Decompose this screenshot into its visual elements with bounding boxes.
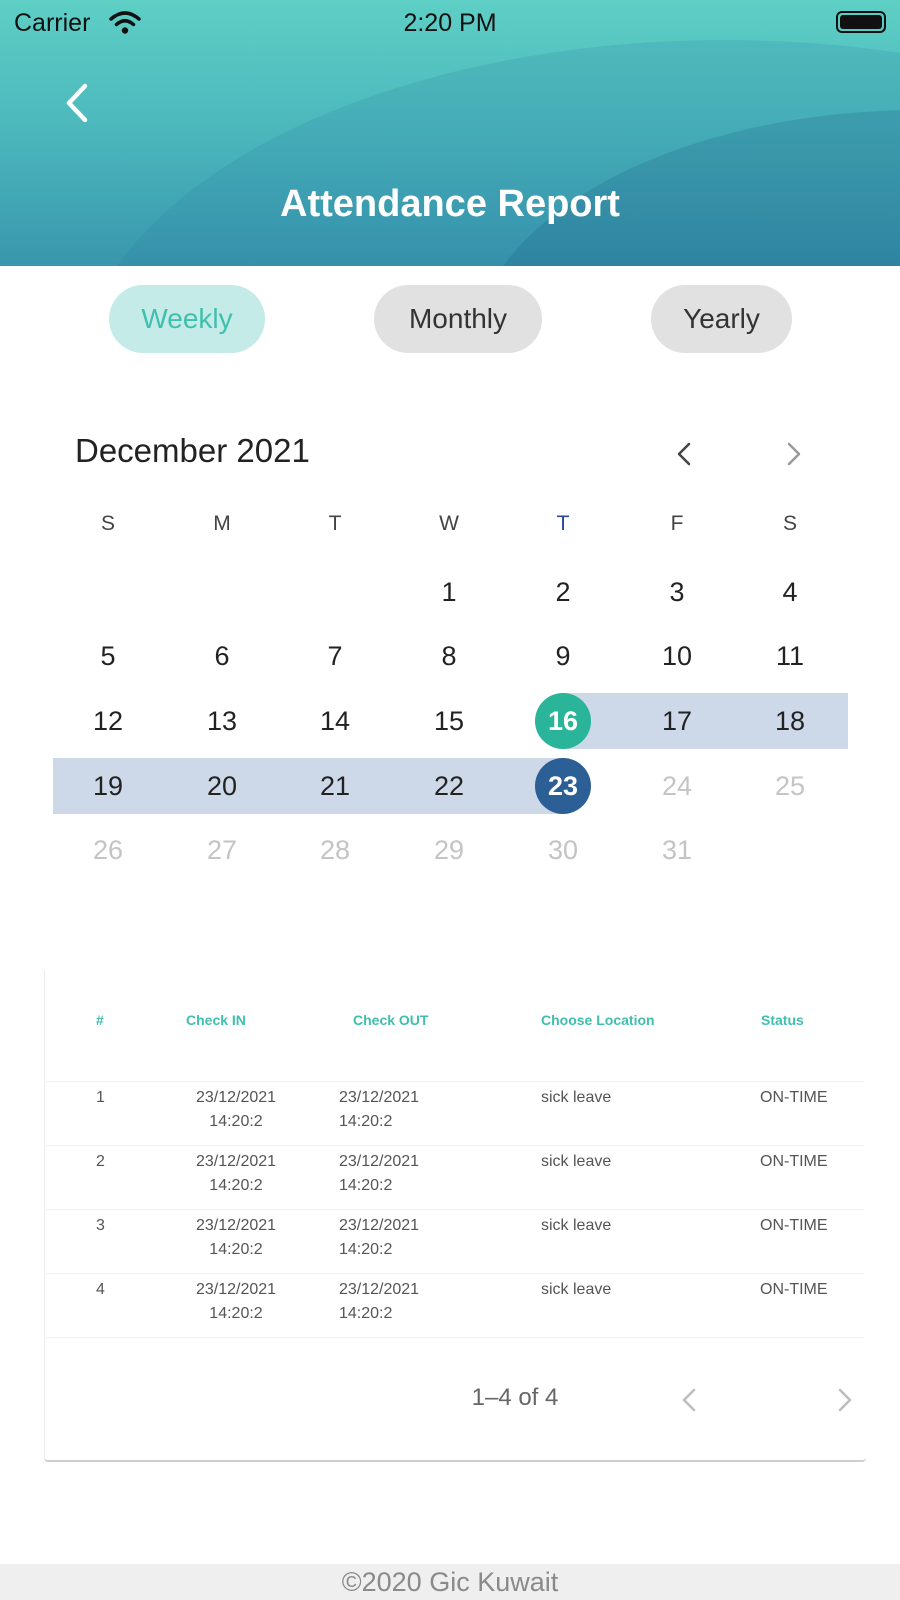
weekday-label: F — [670, 512, 684, 535]
table-cell-check-in: 23/12/2021 14:20:2 — [195, 1089, 277, 1130]
calendar-day[interactable]: 25 — [774, 771, 806, 801]
pagination-label: 1–4 of 4 — [471, 1384, 559, 1411]
weekday-label: T — [328, 512, 342, 535]
table-cell-check-out: 23/12/2021 14:20:2 — [339, 1153, 420, 1194]
calendar-day[interactable]: 29 — [433, 835, 465, 865]
weekday-label: T — [556, 512, 570, 535]
tab-weekly[interactable]: Weekly — [109, 285, 265, 353]
pagination-prev-button[interactable] — [672, 1382, 708, 1418]
calendar-day[interactable]: 1 — [441, 577, 457, 607]
table-header-check-out: Check OUT — [353, 1012, 429, 1028]
carrier-label: Carrier — [14, 9, 91, 37]
calendar-day[interactable]: 24 — [661, 771, 693, 801]
table-cell-status: ON-TIME — [760, 1281, 828, 1298]
weekday-label: S — [100, 512, 115, 535]
calendar-day[interactable]: 11 — [775, 641, 805, 671]
table-cell-status: ON-TIME — [760, 1153, 828, 1170]
calendar-day[interactable]: 26 — [92, 835, 124, 865]
calendar-day[interactable]: 12 — [92, 706, 124, 736]
back-button[interactable] — [55, 80, 101, 126]
table-header-check-in: Check IN — [186, 1012, 246, 1028]
calendar-day[interactable]: 7 — [327, 641, 343, 671]
calendar-day[interactable]: 5 — [100, 641, 116, 671]
table-cell-status: ON-TIME — [760, 1089, 828, 1106]
calendar-day[interactable]: 6 — [214, 641, 230, 671]
table-header-number: # — [96, 1012, 104, 1028]
calendar-day[interactable]: 9 — [555, 641, 571, 671]
calendar-day[interactable]: 17 — [661, 706, 693, 736]
table-divider — [46, 1081, 864, 1082]
calendar-day[interactable]: 14 — [319, 706, 351, 736]
calendar-day[interactable]: 20 — [206, 771, 238, 801]
weekday-label: W — [439, 512, 459, 535]
table-divider — [46, 1273, 864, 1274]
table-header-location: Choose Location — [541, 1012, 655, 1028]
table-cell-location: sick leave — [541, 1217, 612, 1234]
weekday-label: M — [213, 512, 231, 535]
calendar-day[interactable]: 13 — [206, 706, 238, 736]
status-bar — [0, 0, 900, 46]
calendar-day[interactable]: 3 — [669, 577, 685, 607]
calendar-day[interactable]: 28 — [319, 835, 351, 865]
table-cell-location: sick leave — [541, 1089, 612, 1106]
pagination-next-button[interactable] — [826, 1382, 862, 1418]
calendar-day[interactable]: 2 — [555, 577, 571, 607]
table-cell-check-in: 23/12/2021 14:20:2 — [195, 1281, 277, 1322]
calendar-day[interactable]: 21 — [319, 771, 351, 801]
tab-yearly[interactable]: Yearly — [651, 285, 792, 353]
calendar-day[interactable]: 10 — [661, 641, 693, 671]
footer: ©2020 Gic Kuwait — [0, 1564, 900, 1600]
calendar-day-range-end[interactable]: 23 — [535, 758, 591, 814]
table-cell-check-out: 23/12/2021 14:20:2 — [339, 1217, 420, 1258]
calendar-prev-month-button[interactable] — [665, 434, 705, 474]
calendar-day-range-start[interactable]: 16 — [535, 693, 591, 749]
status-time: 2:20 PM — [403, 9, 497, 37]
tab-monthly[interactable]: Monthly — [374, 285, 542, 353]
table-cell-number: 4 — [96, 1281, 105, 1298]
table-divider — [46, 1337, 864, 1338]
calendar-month-label: December 2021 — [75, 432, 310, 469]
calendar-day[interactable]: 18 — [774, 706, 806, 736]
weekday-label: S — [782, 512, 797, 535]
table-cell-check-out: 23/12/2021 14:20:2 — [339, 1281, 420, 1322]
table-cell-check-out: 23/12/2021 14:20:2 — [339, 1089, 420, 1130]
table-cell-location: sick leave — [541, 1281, 612, 1298]
header — [0, 0, 900, 266]
table-cell-location: sick leave — [541, 1153, 612, 1170]
table-cell-number: 2 — [96, 1153, 105, 1170]
calendar-day[interactable]: 27 — [206, 835, 238, 865]
table-cell-check-in: 23/12/2021 14:20:2 — [195, 1153, 277, 1194]
calendar-next-month-button[interactable] — [773, 434, 813, 474]
table-cell-status: ON-TIME — [760, 1217, 828, 1234]
table-cell-number: 1 — [96, 1089, 105, 1106]
calendar-day[interactable]: 19 — [92, 771, 124, 801]
calendar-day[interactable]: 30 — [547, 835, 579, 865]
table-cell-number: 3 — [96, 1217, 105, 1234]
calendar-day[interactable]: 15 — [433, 706, 465, 736]
calendar-day[interactable]: 4 — [782, 577, 798, 607]
page-title: Attendance Report — [280, 183, 620, 225]
table-header-status: Status — [761, 1012, 804, 1028]
calendar-day[interactable]: 8 — [441, 641, 457, 671]
calendar-day[interactable]: 22 — [433, 771, 465, 801]
table-cell-check-in: 23/12/2021 14:20:2 — [195, 1217, 277, 1258]
table-divider — [46, 1209, 864, 1210]
battery-icon — [836, 11, 886, 33]
table-divider — [46, 1145, 864, 1146]
calendar-day[interactable]: 31 — [661, 835, 693, 865]
